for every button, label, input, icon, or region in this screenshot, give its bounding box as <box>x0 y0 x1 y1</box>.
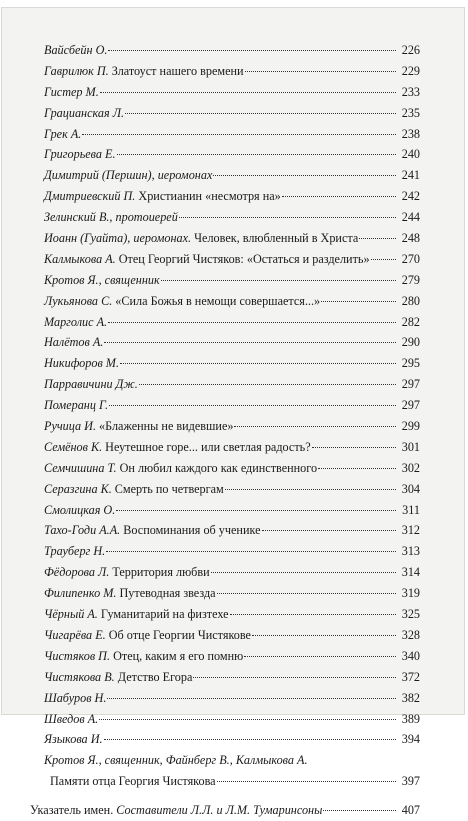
toc-author: Чёрный А. <box>44 607 98 622</box>
toc-author: Фёдорова Л. <box>44 565 110 580</box>
toc-author: Чигарёва Е. <box>44 627 106 642</box>
dot-leader <box>179 217 396 218</box>
toc-entry <box>30 709 420 730</box>
toc-author: Парравичини Дж. <box>44 377 138 392</box>
toc-page-number: 279 <box>401 272 420 287</box>
toc-page-number: 319 <box>401 586 420 601</box>
toc-entry-text <box>30 625 251 646</box>
toc-author: Кротов Я., священник <box>44 272 160 287</box>
toc-entry <box>30 583 420 604</box>
toc-page-number: 407 <box>401 803 420 818</box>
toc-author: Налётов А. <box>44 335 104 350</box>
toc-page-number: 311 <box>402 502 420 517</box>
dot-leader <box>318 468 396 469</box>
dot-leader <box>108 50 396 51</box>
toc-page-number: 394 <box>401 732 420 747</box>
dot-leader <box>139 384 396 385</box>
toc-author: Иоанн (Гуайта), иеромонах. <box>44 231 192 246</box>
toc-entry <box>30 437 420 458</box>
index-title: Указатель имен. <box>30 803 117 818</box>
toc-author: Вайсбейн О. <box>44 43 108 57</box>
toc-page-number: 299 <box>401 419 420 434</box>
toc-entry-text <box>30 688 106 709</box>
toc-entry-text <box>30 165 212 186</box>
toc-author: Филипенко М. <box>44 586 117 601</box>
toc-page-number: 302 <box>401 460 420 475</box>
toc-page-number: 328 <box>401 627 420 642</box>
table-of-contents <box>30 40 420 821</box>
toc-author: Зелинский В., протоиерей <box>44 210 178 225</box>
toc-entry <box>30 228 420 249</box>
toc-entry-text <box>30 646 243 667</box>
toc-entry <box>30 40 420 61</box>
dot-leader <box>125 113 396 114</box>
toc-entry-text <box>30 103 124 124</box>
dot-leader <box>282 196 396 197</box>
toc-page-number: 282 <box>401 314 420 329</box>
toc-page-number: 241 <box>401 168 420 183</box>
toc-entry <box>30 353 420 374</box>
dot-leader <box>262 530 397 531</box>
toc-entry <box>30 165 420 186</box>
toc-entry <box>30 249 420 270</box>
toc-entry <box>30 646 420 667</box>
toc-author: Тахо-Годи А.А. <box>44 523 121 538</box>
toc-author: Калмыкова А. <box>44 251 116 266</box>
toc-entry-text <box>30 479 224 500</box>
toc-page-number: 297 <box>401 377 420 392</box>
dot-leader <box>252 635 396 636</box>
toc-author: Чистякова В. <box>44 669 115 684</box>
toc-entry-text <box>30 61 244 82</box>
toc-entry <box>30 541 420 562</box>
toc-author: Смолицкая О. <box>44 502 116 517</box>
toc-author: Грек А. <box>44 126 82 141</box>
toc-entry-text <box>30 395 108 416</box>
toc-entry-text <box>30 124 81 145</box>
toc-page-number: 235 <box>401 105 420 120</box>
dot-leader <box>99 719 396 720</box>
toc-entry-text <box>30 416 233 437</box>
toc-entry-text <box>30 186 281 207</box>
toc-author: Гистер М. <box>44 84 99 99</box>
toc-title: Об отце Георгии Чистякове <box>105 627 251 642</box>
toc-entry <box>30 395 420 416</box>
toc-author: Никифоров М. <box>44 356 119 371</box>
toc-title: Гуманитарий на физтехе <box>97 607 229 622</box>
toc-author: Кротов Я., священник, Файнберг В., Калмыкова А. <box>44 753 308 768</box>
toc-title: Детство Егора <box>114 669 193 684</box>
toc-author: Шабуров Н. <box>44 690 107 705</box>
toc-entry <box>30 416 420 437</box>
toc-page-number: 233 <box>401 84 420 99</box>
dot-leader <box>213 175 396 176</box>
toc-entry-text <box>30 82 99 103</box>
toc-entry <box>30 291 420 312</box>
toc-author: Языкова И. <box>44 732 103 747</box>
toc-entry <box>30 458 420 479</box>
toc-title: «Сила Божья в немощи совершается...» <box>112 293 321 308</box>
toc-entry <box>30 103 420 124</box>
toc-page-number: 226 <box>401 43 420 57</box>
toc-entry <box>30 625 420 646</box>
dot-leader <box>230 614 396 615</box>
dot-leader <box>225 489 396 490</box>
dot-leader <box>100 92 396 93</box>
toc-entry-text <box>30 144 116 165</box>
toc-author: Померанц Г. <box>44 398 109 413</box>
dot-leader <box>109 405 396 406</box>
toc-entry-text <box>30 520 261 541</box>
toc-title: Памяти отца Георгия Чистякова <box>50 774 216 789</box>
toc-author: Григорьева Е. <box>44 147 116 162</box>
dot-leader <box>245 71 396 72</box>
dot-leader <box>104 739 396 740</box>
toc-entry-text <box>30 437 311 458</box>
toc-title: Воспоминания об ученике <box>120 523 261 538</box>
toc-entry <box>30 604 420 625</box>
toc-entry <box>30 82 420 103</box>
toc-entry-text <box>30 604 229 625</box>
index-compilers: Составители Л.Л. и Л.М. Тумаринсоны <box>116 803 323 818</box>
dot-leader <box>323 810 396 811</box>
dot-leader <box>106 551 396 552</box>
toc-page-number: 270 <box>401 251 420 266</box>
toc-page-number: 340 <box>401 648 420 663</box>
toc-entry-text <box>30 541 105 562</box>
toc-author: Марголис А. <box>44 314 108 329</box>
dot-leader <box>312 447 396 448</box>
dot-leader <box>108 322 396 323</box>
toc-author: Ручица И. <box>44 419 96 434</box>
toc-entry-text <box>30 353 119 374</box>
toc-title: Путеводная звезда <box>116 586 216 601</box>
toc-author: Шведов А. <box>44 711 99 726</box>
toc-author: Серазгина К. <box>44 481 112 496</box>
toc-entry-text <box>30 458 317 479</box>
toc-page-number: 301 <box>401 439 420 454</box>
toc-title: Златоуст нашего времени <box>108 63 244 78</box>
toc-title: Христианин «несмотря на» <box>135 189 281 204</box>
toc-entry <box>30 270 420 291</box>
toc-author: Чистяков П. <box>44 648 111 663</box>
dot-leader <box>161 280 396 281</box>
toc-entry-text <box>30 291 320 312</box>
toc-page-number: 280 <box>401 293 420 308</box>
toc-title: Территория любви <box>109 565 210 580</box>
toc-entry-text <box>30 312 107 333</box>
toc-author: Семчишина Т. <box>44 460 117 475</box>
toc-page-number: 314 <box>401 565 420 580</box>
toc-entry-text <box>30 562 210 583</box>
toc-entry <box>30 124 420 145</box>
toc-entry-text <box>30 729 103 750</box>
toc-title: Отец, каким я его помню <box>110 648 244 663</box>
toc-spacer <box>30 792 420 800</box>
dot-leader <box>107 698 396 699</box>
toc-entry <box>30 374 420 395</box>
toc-entry <box>30 332 420 353</box>
toc-author: Лукьянова С. <box>44 293 113 308</box>
toc-page-number: 313 <box>401 544 420 559</box>
toc-entry-text <box>30 500 115 521</box>
toc-page-number: 229 <box>401 63 420 78</box>
toc-author: Гаврилюк П. <box>44 63 109 78</box>
toc-title: «Блаженны не видевшие» <box>96 419 234 434</box>
toc-title: Отец Георгий Чистяков: «Остаться и разделить» <box>115 251 370 266</box>
toc-entry-text <box>30 270 160 291</box>
dot-leader <box>193 677 396 678</box>
toc-index-entry <box>30 800 420 821</box>
toc-entry-text <box>30 583 216 604</box>
toc-page-number: 372 <box>401 669 420 684</box>
toc-entry-text <box>30 374 138 395</box>
toc-page-number: 304 <box>401 481 420 496</box>
toc-title: Неутешное горе... или светлая радость? <box>102 439 311 454</box>
toc-entry <box>30 312 420 333</box>
toc-entry-text <box>30 709 98 730</box>
toc-page-number: 242 <box>401 189 420 204</box>
toc-page-number: 238 <box>401 126 420 141</box>
toc-page-number: 389 <box>401 711 420 726</box>
toc-entry <box>30 186 420 207</box>
toc-entry <box>30 562 420 583</box>
toc-page-number: 240 <box>401 147 420 162</box>
toc-title: Он любил каждого как единственного <box>116 460 318 475</box>
toc-page-number: 248 <box>401 231 420 246</box>
toc-title: Человек, влюбленный в Христа <box>191 231 359 246</box>
dot-leader <box>117 154 396 155</box>
toc-author: Дмитриевский П. <box>44 189 136 204</box>
dot-leader <box>321 301 396 302</box>
toc-page-number: 382 <box>401 690 420 705</box>
toc-title: Смерть по четвергам <box>111 481 224 496</box>
dot-leader <box>116 510 396 511</box>
dot-leader <box>359 238 396 239</box>
toc-entry <box>30 207 420 228</box>
toc-entry <box>30 500 420 521</box>
dot-leader <box>82 134 396 135</box>
toc-entry-text <box>30 249 370 270</box>
toc-page-number: 290 <box>401 335 420 350</box>
dot-leader <box>234 426 396 427</box>
toc-entry <box>30 144 420 165</box>
toc-page-number: 325 <box>401 607 420 622</box>
toc-entry <box>30 729 420 750</box>
dot-leader <box>371 259 396 260</box>
toc-entry-text <box>30 40 107 61</box>
toc-entry-text <box>30 332 103 353</box>
dot-leader <box>217 781 396 782</box>
toc-page-number: 295 <box>401 356 420 371</box>
dot-leader <box>217 593 396 594</box>
toc-entry-text <box>30 228 358 249</box>
toc-entry-text <box>30 207 178 228</box>
toc-entry <box>30 688 420 709</box>
toc-entry <box>30 61 420 82</box>
toc-entry <box>30 667 420 688</box>
toc-page-number: 397 <box>401 774 420 789</box>
dot-leader <box>211 572 396 573</box>
toc-author: Димитрий (Першин), иеромонах <box>44 168 213 183</box>
dot-leader <box>244 656 396 657</box>
toc-page-number: 297 <box>401 398 420 413</box>
toc-author: Трауберг Н. <box>44 544 106 559</box>
toc-author: Семёнов К. <box>44 439 103 454</box>
toc-page-number: 244 <box>401 210 420 225</box>
dot-leader <box>120 363 396 364</box>
toc-entry-text <box>30 667 192 688</box>
toc-entry <box>30 771 420 792</box>
toc-author: Грацианская Л. <box>44 105 125 120</box>
toc-entry <box>30 520 420 541</box>
toc-entry-text <box>30 800 322 821</box>
toc-entry-authors-line <box>30 750 420 771</box>
dot-leader <box>104 342 396 343</box>
toc-entry <box>30 479 420 500</box>
toc-page-number: 312 <box>401 523 420 538</box>
